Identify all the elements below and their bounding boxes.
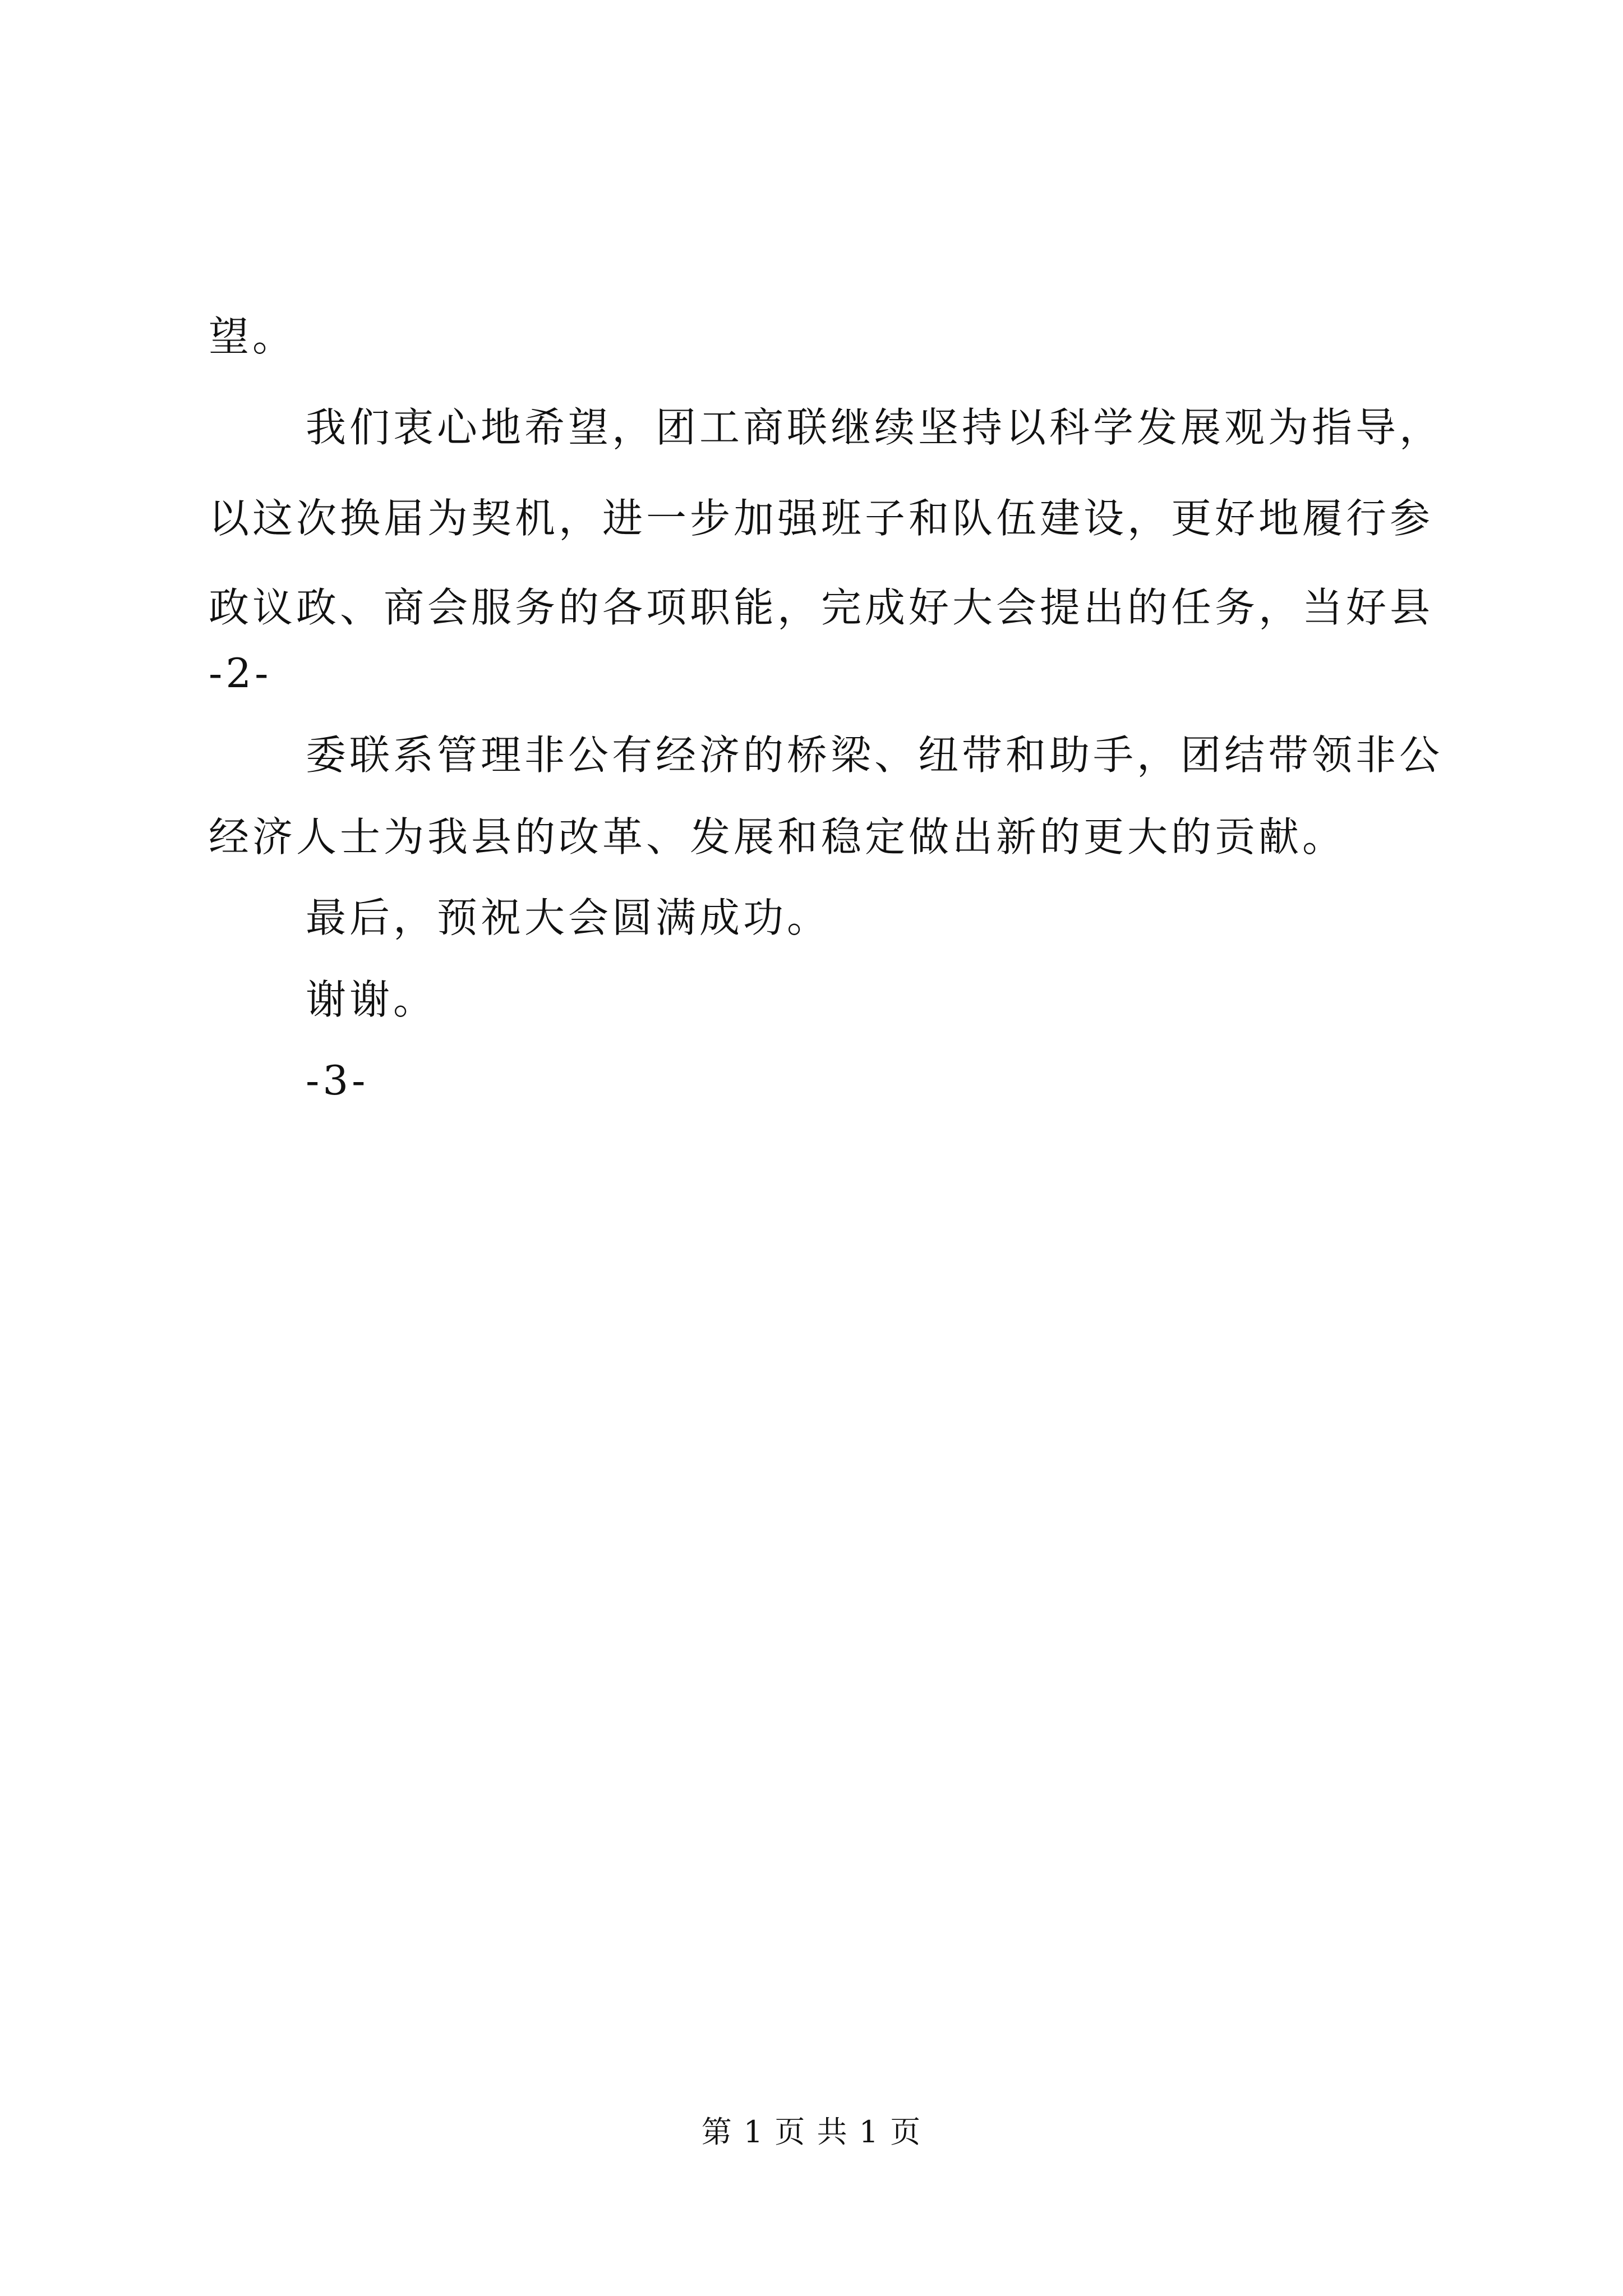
page-footer: 第 1 页 共 1 页	[701, 2114, 922, 2150]
page-number-marker: -2-	[209, 650, 272, 697]
paragraph-line: 以这次换届为契机，进一步加强班子和队伍建设，更好地履行参	[209, 495, 1434, 542]
paragraph-line: 最后，预祝大会圆满成功。	[306, 894, 831, 941]
page-number-marker: -3-	[306, 1057, 369, 1104]
paragraph-line: 委联系管理非公有经济的桥梁、纽带和助手，团结带领非公	[306, 731, 1444, 779]
paragraph-line: 望。	[209, 313, 297, 360]
paragraph-line: 政议政、商会服务的各项职能，完成好大会提出的任务，当好县	[209, 584, 1434, 631]
paragraph-line: 我们衷心地希望，团工商联继续坚持以科学发展观为指导，	[306, 404, 1444, 451]
paragraph-line: 谢谢。	[306, 976, 437, 1023]
paragraph-line: 经济人士为我县的改革、发展和稳定做出新的更大的贡献。	[209, 813, 1347, 861]
